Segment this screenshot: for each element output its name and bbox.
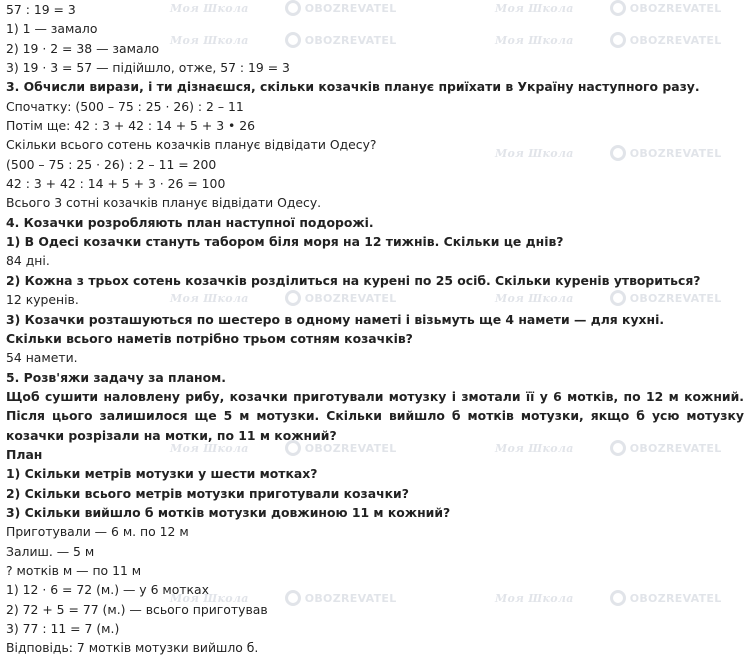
watermark-brand: OBOZREVATEL bbox=[304, 291, 397, 305]
watermark-school: Моя Школа bbox=[495, 146, 574, 160]
task-4-answer-1: 84 дні. bbox=[6, 253, 50, 269]
expression-line: Спочатку: (500 – 75 : 25 · 26) : 2 – 11 bbox=[6, 98, 244, 114]
watermark-school: Моя Школа bbox=[495, 441, 574, 455]
calc-line: 2) 19 · 2 = 38 — замало bbox=[6, 40, 160, 56]
watermark-brand: OBOZREVATEL bbox=[304, 1, 397, 15]
watermark-school: Моя Школа bbox=[170, 291, 249, 305]
watermark-brand: OBOZREVATEL bbox=[629, 291, 722, 305]
task-4-question-1: 1) В Одесі козачки стануть табором біля моря на 12 тижнів. Скільки це днів? bbox=[6, 234, 564, 250]
watermark-school: Моя Школа bbox=[170, 441, 249, 455]
watermark-brand: OBOZREVATEL bbox=[629, 591, 722, 605]
watermark-school: Моя Школа bbox=[495, 1, 574, 15]
condition-line: Залиш. — 5 м bbox=[6, 543, 95, 559]
task-5-problem: Щоб сушити наловлену рибу, козачки приготували мотузку і змотали її у 6 мотків, по 12 м кожний. Після цього залишилося ще 5 м мотузки. Скільки вийшло б мотків мотузки, якщо б усю мотузку козачки розрізали на мотки, по 11 м кожний? bbox=[6, 388, 744, 443]
question-line: Скільки всього сотень козачків планує відвідати Одесу? bbox=[6, 137, 377, 153]
watermark-school: Моя Школа bbox=[495, 291, 574, 305]
plan-step-1: 1) Скільки метрів мотузки у шести мотках? bbox=[6, 466, 318, 482]
solution-line: 2) 72 + 5 = 77 (м.) — всього приготував bbox=[6, 601, 268, 617]
calc-line: 57 : 19 = 3 bbox=[6, 2, 76, 17]
plan-step-3: 3) Скільки вийшло б мотків мотузки довжиною 11 м кожний? bbox=[6, 504, 451, 520]
watermark-brand: OBOZREVATEL bbox=[304, 591, 397, 605]
calc-line: 1) 1 — замало bbox=[6, 21, 98, 37]
condition-line: Приготували — 6 м. по 12 м bbox=[6, 524, 189, 540]
task-4-question-3: 3) Козачки розташуються по шестеро в одному наметі і візьмуть ще 4 намети — для кухні. bbox=[6, 311, 665, 327]
document-body bbox=[6, 0, 744, 658]
task-3-heading: 3. Обчисли вирази, і ти дізнаєшся, скільки козачків планує приїхати в Україну наступного разу. bbox=[6, 79, 700, 95]
solution-line: 3) 77 : 11 = 7 (м.) bbox=[6, 621, 120, 636]
watermark-school: Моя Школа bbox=[495, 591, 574, 605]
task-4-question-2: 2) Кожна з трьох сотень козачків розділиться на курені по 25 осіб. Скільки куренів утвориться? bbox=[6, 272, 701, 288]
watermark-brand: OBOZREVATEL bbox=[304, 33, 397, 47]
watermark-school: Моя Школа bbox=[170, 1, 249, 15]
expression-line: Потім ще: 42 : 3 + 42 : 14 + 5 + 3 • 26 bbox=[6, 118, 256, 134]
watermark-brand: OBOZREVATEL bbox=[629, 33, 722, 47]
answer-line: (500 – 75 : 25 · 26) : 2 – 11 = 200 bbox=[6, 156, 217, 172]
answer-line: 42 : 3 + 42 : 14 + 5 + 3 · 26 = 100 bbox=[6, 176, 226, 192]
calc-line: 3) 19 · 3 = 57 — підійшло, отже, 57 : 19 = 3 bbox=[6, 60, 290, 76]
watermark-brand: OBOZREVATEL bbox=[629, 146, 722, 160]
final-answer: Відповідь: 7 мотків мотузки вийшло б. bbox=[6, 640, 259, 656]
task-4-heading: 4. Козачки розробляють план наступної подорожі. bbox=[6, 214, 374, 230]
task-4-question-3-cont: Скільки всього наметів потрібно трьом сотням козачків? bbox=[6, 330, 413, 346]
task-4-answer-2: 12 куренів. bbox=[6, 292, 79, 308]
watermark-school: Моя Школа bbox=[495, 33, 574, 47]
task-4-answer-3: 54 намети. bbox=[6, 350, 78, 366]
condition-line: ? мотків м — по 11 м bbox=[6, 562, 142, 578]
watermark-school: Моя Школа bbox=[170, 33, 249, 47]
answer-line: Всього 3 сотні козачків планує відвідати Одесу. bbox=[6, 195, 322, 211]
watermark-brand: OBOZREVATEL bbox=[629, 441, 722, 455]
plan-step-2: 2) Скільки всього метрів мотузки приготували козачки? bbox=[6, 485, 409, 501]
watermark-school: Моя Школа bbox=[170, 591, 249, 605]
plan-heading: План bbox=[6, 446, 43, 462]
watermark-brand: OBOZREVATEL bbox=[629, 1, 722, 15]
task-5-heading: 5. Розв'яжи задачу за планом. bbox=[6, 369, 226, 385]
watermark-brand: OBOZREVATEL bbox=[304, 441, 397, 455]
solution-line: 1) 12 · 6 = 72 (м.) — у 6 мотках bbox=[6, 582, 209, 598]
